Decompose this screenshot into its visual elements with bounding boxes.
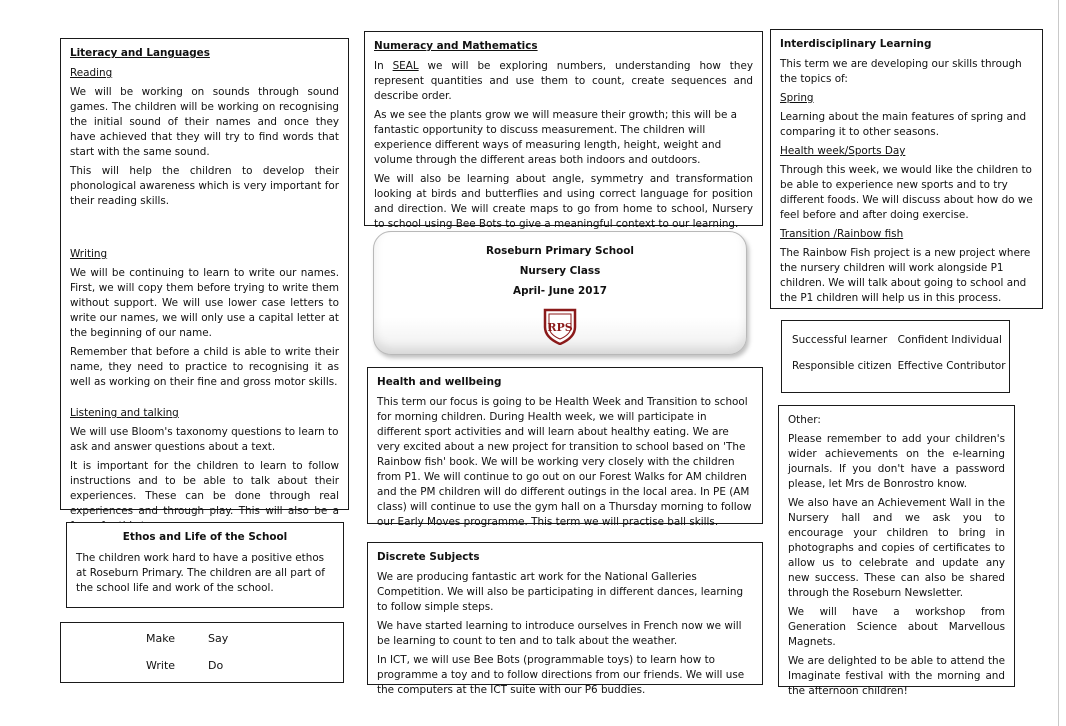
interdisciplinary-section xyxy=(770,29,1043,309)
topic-text: Learning about the main features of spring and comparing it to other seasons. xyxy=(780,111,1027,138)
reading-paragraph: This will help the children to develop their phonological awareness which is very important for their reading skills. xyxy=(70,165,339,207)
other-heading: Other: xyxy=(788,414,821,426)
other-section xyxy=(778,405,1015,697)
topic-title: Transition /Rainbow fish xyxy=(780,228,904,240)
literacy-heading: Literacy and Languages xyxy=(70,47,210,59)
ethos-paragraph: The children work hard to have a positive ethos at Roseburn Primary. The children are all part of the school life and work of the school. xyxy=(76,552,325,594)
numeracy-paragraph xyxy=(374,59,753,104)
health-paragraph: This term our focus is going to be Health Week and Transition to school for morning children. During Health week, we will participate in different sport activities and will learn about healthy eating. We are very excited about a new project for transition to school based on 'The Rainbow fish' book. We will be working very closely with the children from P1. We will continue to go out on our Forest Walks for AM children and the PM children will do different outings in the local area. In PE (AM class) will continue to use the gym hall on a Thursday morning to follow our Early Moves programme. This term we will practise ball skills. xyxy=(377,396,752,528)
topic-text: Through this week, we would like the children to be able to experience new sports and to try different foods. We will discuss about how do we feel before and after doing exercise. xyxy=(780,164,1033,221)
topic-title: Health week/Sports Day xyxy=(780,145,906,157)
interdisciplinary-heading: Interdisciplinary Learning xyxy=(780,38,932,50)
other-paragraph: We also have an Achievement Wall in the Nursery hall and we ask you to encourage your children to bring in photographs and copies of certificates to allow us to celebrate and update any new success. These can also be shared through the Roseburn Newsletter. xyxy=(788,497,1005,599)
term-dates: April- June 2017 xyxy=(513,285,607,297)
numeracy-section xyxy=(364,31,763,230)
health-heading: Health and wellbeing xyxy=(377,376,502,388)
make-label: Make xyxy=(146,632,175,645)
ethos-section xyxy=(66,522,344,608)
capacity-label: Successful learner xyxy=(792,334,888,346)
listening-paragraph: It is important for the children to learn to follow instructions and to be able to talk about their experiences. These can be done through real experiences and through play. This will also be a xyxy=(70,460,339,517)
say-label: Say xyxy=(208,632,229,645)
capacity-label: Responsible citizen xyxy=(792,360,892,372)
school-crest-icon xyxy=(542,307,578,345)
numeracy-paragraph: We will also be learning about angle, symmetry and transformation looking at birds and butterflies and using correct language for position and direction. We will create maps to go from home to school, Nursery to school using Bee Bots to give a meaningful context to our learning. xyxy=(374,173,753,230)
writing-subheading: Writing xyxy=(70,248,108,260)
topic-title: Spring xyxy=(780,92,814,104)
page-edge-line xyxy=(1058,0,1059,726)
crest-letters: RPS xyxy=(547,321,573,334)
write-label: Write xyxy=(146,659,176,672)
listening-subheading: Listening and talking xyxy=(70,407,179,419)
numeracy-text: we will be exploring numbers, understanding how they represent quantities and use them to count, create sequences and describe order. xyxy=(374,60,754,102)
discrete-paragraph: We are producing fantastic art work for the National Galleries Competition. We will also be participating in different dances, learning to follow simple steps. xyxy=(377,571,744,613)
writing-paragraph: Remember that before a child is able to write their name, they need to practice to recognising it as well as working on their fine and gross motor skills. xyxy=(70,346,339,388)
discrete-heading: Discrete Subjects xyxy=(377,551,480,563)
discrete-subjects-section xyxy=(367,542,763,696)
class-name: Nursery Class xyxy=(519,265,601,277)
reading-subheading: Reading xyxy=(70,67,113,79)
discrete-paragraph: We have started learning to introduce ourselves in French now we will be learning to count to ten and to talk about the weather. xyxy=(377,620,742,647)
capacities-box xyxy=(781,320,1010,393)
make-say-write-do-box xyxy=(60,622,344,683)
writing-paragraph: We will be continuing to learn to write our names. First, we will copy them before trying to write them without support. We will use lower case letters to write our names, we will only use a capital letter at the beginning of our name. xyxy=(70,267,339,339)
capacity-label: Effective Contributor xyxy=(897,360,1006,372)
school-name: Roseburn Primary School xyxy=(486,245,634,257)
numeracy-paragraph: As we see the plants grow we will measure their growth; this will be a fantastic opportunity to discuss measurement. The children will experience different ways of measuring length, height, weight and volume through the different areas both indoors and outdoors. xyxy=(374,109,738,166)
health-section xyxy=(367,367,763,528)
listening-paragraph: We will use Bloom's taxonomy questions to learn to ask and answer questions about a text. xyxy=(70,426,339,453)
capacity-label: Confident Individual xyxy=(897,334,1002,346)
topic-text: The Rainbow Fish project is a new project where the nursery children will work alongside P1 children. We will talk about going to school and the P1 children will help us in this process. xyxy=(780,247,1031,304)
discrete-paragraph: In ICT, we will use Bee Bots (programmable toys) to learn how to programme a toy and to follow directions from our friends. We will use the computers at the ICT suite with our P6 buddies. xyxy=(377,654,745,696)
other-paragraph: We will have a workshop from Generation Science about Marvellous Magnets. xyxy=(788,606,1005,648)
seal-term: SEAL xyxy=(392,60,419,72)
numeracy-text: In xyxy=(374,60,393,72)
numeracy-heading: Numeracy and Mathematics xyxy=(374,40,538,52)
interdisciplinary-intro: This term we are developing our skills through the topics of: xyxy=(780,58,1022,85)
do-label: Do xyxy=(208,659,224,672)
literacy-section xyxy=(60,38,349,517)
ethos-heading: Ethos and Life of the School xyxy=(122,531,288,543)
school-title-card xyxy=(373,231,747,355)
other-paragraph: Please remember to add your children's wider achievements on the e-learning journals. If you don't have a password please, let Mrs de Bonrostro know. xyxy=(788,433,1005,490)
other-paragraph: We are delighted to be able to attend the Imaginate festival with the morning and the afternoon children! xyxy=(788,655,1005,697)
reading-paragraph: We will be working on sounds through sound games. The children will be working on recognising the initial sound of their names and once they have achieved that they will try to find words that start with the same sound. xyxy=(70,86,339,158)
